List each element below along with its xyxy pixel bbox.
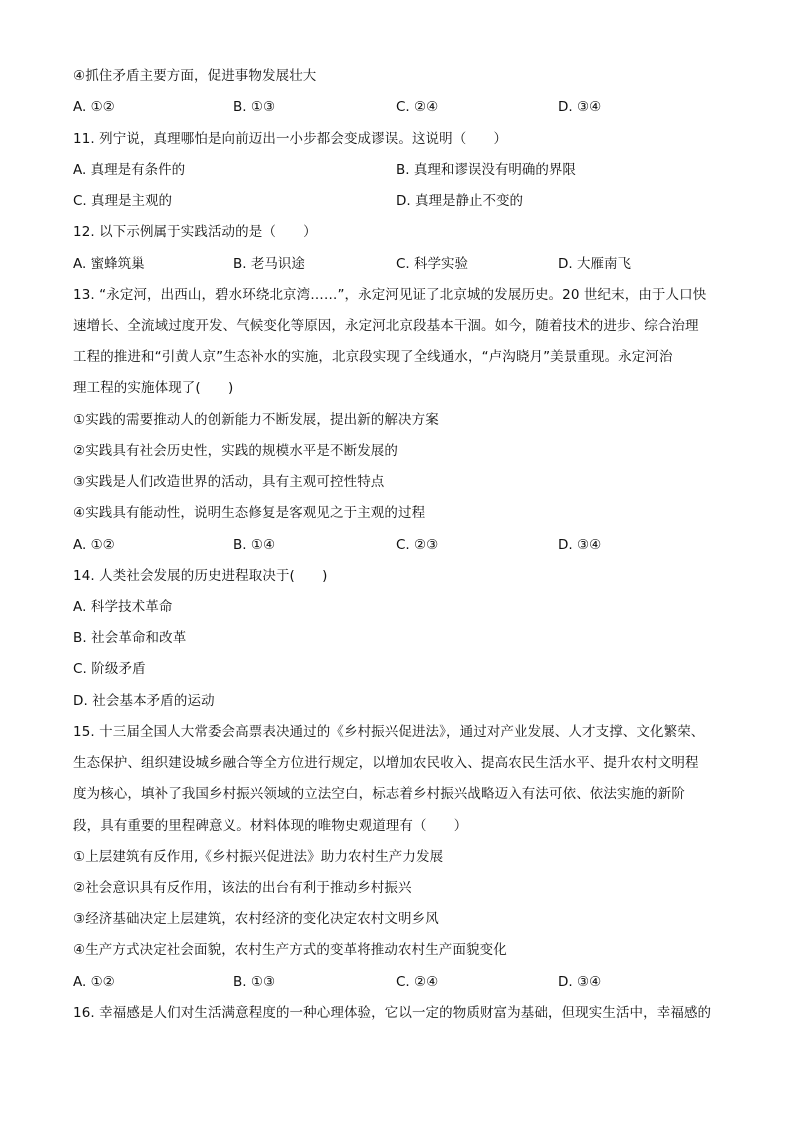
- q12-option-d: D. 大雁南飞: [558, 256, 631, 272]
- q15-option-b: B. ①③: [233, 974, 276, 990]
- q11-stem: 11. 列宁说，真理哪怕是向前迈出一小步都会变成谬误。这说明（ ）: [73, 131, 508, 147]
- q13-item-3: ③实践是人们改造世界的活动，具有主观可控性特点: [73, 474, 385, 490]
- q11-option-c: C. 真理是主观的: [73, 193, 173, 209]
- q10-item-4: ④抓住矛盾主要方面，促进事物发展壮大: [73, 68, 317, 84]
- q14-option-c: C. 阶级矛盾: [73, 661, 146, 677]
- q15-item-3: ③经济基础决定上层建筑，农村经济的变化决定农村文明乡风: [73, 911, 439, 927]
- q13-option-c: C. ②③: [396, 537, 439, 553]
- q15-option-d: D. ③④: [558, 974, 602, 990]
- q10-option-c: C. ②④: [396, 99, 439, 115]
- q12-stem: 12. 以下示例属于实践活动的是（ ）: [73, 224, 317, 240]
- q10-option-d: D. ③④: [558, 99, 602, 115]
- q10-option-b: B. ①③: [233, 99, 276, 115]
- q10-option-a: A. ①②: [73, 99, 115, 115]
- q15-stem-line: 生态保护、组织建设城乡融合等全方位进行规定，以增加农民收入、提高农民生活水平、提升农村文明程: [73, 755, 699, 771]
- q15-stem-line: 15. 十三届全国人大常委会高票表决通过的《乡村振兴促进法》，通过对产业发展、人才支撑、文化繁荣、: [73, 724, 705, 740]
- q11-option-a: A. 真理是有条件的: [73, 162, 186, 178]
- q13-stem-line: 理工程的实施体现了( ): [73, 380, 234, 396]
- q15-item-1: ①上层建筑有反作用,《乡村振兴促进法》助力农村生产力发展: [73, 849, 444, 865]
- q14-option-d: D. 社会基本矛盾的运动: [73, 693, 215, 709]
- q13-item-2: ②实践具有社会历史性，实践的规模水平是不断发展的: [73, 443, 399, 459]
- q15-item-4: ④生产方式决定社会面貌，农村生产方式的变革将推动农村生产面貌变化: [73, 942, 507, 958]
- q16-stem: 16. 幸福感是人们对生活满意程度的一种心理体验，它以一定的物质财富为基础，但现实生活中，幸福感的: [73, 1005, 712, 1021]
- q15-option-c: C. ②④: [396, 974, 439, 990]
- q15-stem-line: 度为核心，填补了我国乡村振兴领域的立法空白，标志着乡村振兴战略迈入有法可依、依法实施的新阶: [73, 786, 685, 802]
- q15-stem-line: 段，具有重要的里程碑意义。材料体现的唯物史观道理有（ ）: [73, 818, 468, 834]
- q14-option-a: A. 科学技术革命: [73, 599, 173, 615]
- q13-item-1: ①实践的需要推动人的创新能力不断发展，提出新的解决方案: [73, 412, 439, 428]
- q13-option-a: A. ①②: [73, 537, 115, 553]
- q13-stem-line: 13. “永定河，出西山，碧水环绕北京湾……”，永定河见证了北京城的发展历史。20 世纪末，由于人口快: [73, 287, 707, 303]
- q13-option-b: B. ①④: [233, 537, 276, 553]
- q13-option-d: D. ③④: [558, 537, 602, 553]
- q14-option-b: B. 社会革命和改革: [73, 630, 187, 646]
- q12-option-a: A. 蜜蜂筑巢: [73, 256, 145, 272]
- q13-item-4: ④实践具有能动性，说明生态修复是客观见之于主观的过程: [73, 505, 426, 521]
- q15-option-a: A. ①②: [73, 974, 115, 990]
- q14-stem: 14. 人类社会发展的历史进程取决于( ): [73, 568, 328, 584]
- q12-option-c: C. 科学实验: [396, 256, 469, 272]
- q15-item-2: ②社会意识具有反作用，该法的出台有利于推动乡村振兴: [73, 880, 412, 896]
- q12-option-b: B. 老马识途: [233, 256, 305, 272]
- q13-stem-line: 速增长、全流域过度开发、气候变化等原因，永定河北京段基本干涸。如今，随着技术的进步、综合治理: [73, 318, 699, 334]
- q11-option-b: B. 真理和谬误没有明确的界限: [396, 162, 576, 178]
- q13-stem-line: 工程的推进和“引黄人京”生态补水的实施，北京段实现了全线通水，“卢沟晓月”美景重现。永定河治: [73, 349, 673, 365]
- q11-option-d: D. 真理是静止不变的: [396, 193, 523, 209]
